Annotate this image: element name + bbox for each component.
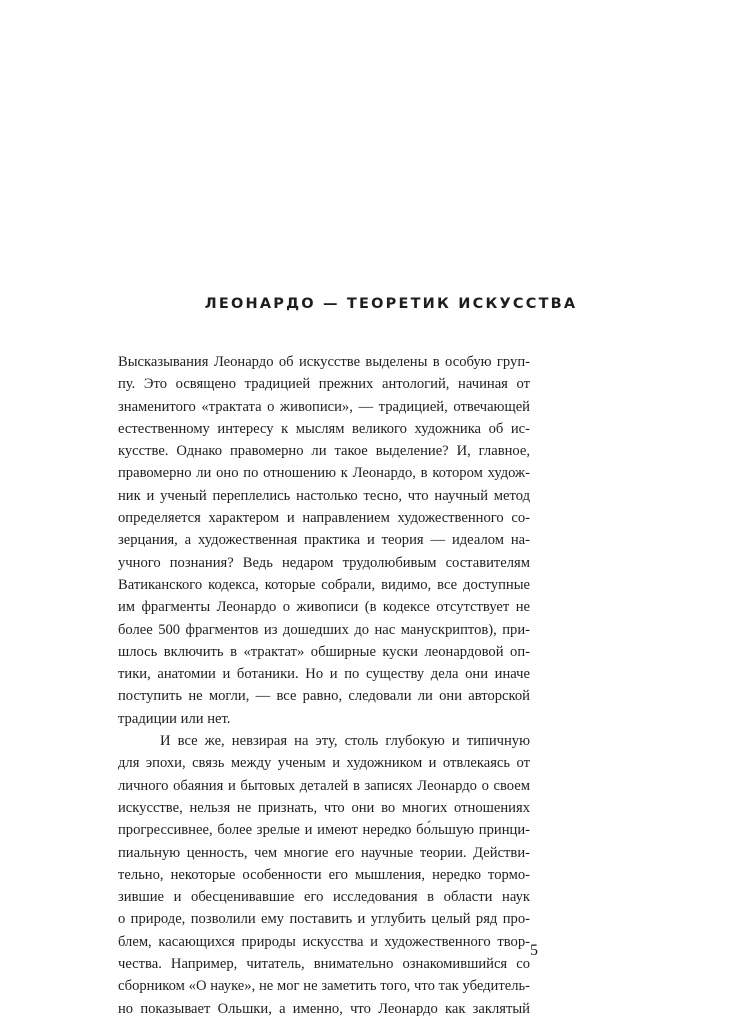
text-line: естественному интересу к мыслям великого художника об ис- [118,420,530,437]
text-line: пу. Это освящено традицией прежних антологий, начиная от [118,376,530,393]
text-line: тельно, некоторые особенности его мышления, нередко тормо- [118,866,530,883]
text-line: Высказывания Леонардо об искусстве выделены в особую груп- [118,354,530,370]
text-line: искусстве, нельзя не признать, что они во многих отношениях [118,799,530,816]
text-line: сборником «О науке», не мог не заметить того, что так убедитель- [118,978,530,995]
text-line: зерцания, а художественная практика и теория — идеалом на- [118,532,530,549]
text-line: но показывает Ольшки, а именно, что Леонардо как заклятый [118,1000,530,1017]
text-line: блем, касающихся природы искусства и художественного твор- [118,933,530,950]
paragraph-2 [118,730,530,1020]
text-line: правомерно ли оно по отношению к Леонардо, в котором худож- [118,465,530,482]
body-text [118,351,530,1020]
text-line: о природе, позволили ему поставить и углубить целый ряд про- [118,911,530,928]
text-line: учного познания? Ведь недаром трудолюбивым составителям [118,554,530,571]
paragraph-1 [118,351,530,730]
text-line: знаменитого «трактата о живописи», — традицией, отвечающей [118,398,530,415]
text-line: поступить не могли, — все равно, следовали ли они авторской [118,688,530,705]
chapter-title: ЛЕОНАРДО — ТЕОРЕТИК ИСКУССТВА [204,296,578,312]
text-line: Ватиканского кодекса, которые собрали, видимо, все доступные [118,576,530,593]
text-line: личного обаяния и бытовых деталей в записях Леонардо о своем [118,777,530,794]
text-line: чества. Например, читатель, внимательно ознакомившийся со [118,956,530,973]
text-line: шлось включить в «трактат» обширные куски леонардовой оп- [118,643,530,660]
text-line: кусстве. Однако правомерно ли такое выделение? И, главное, [118,443,530,460]
text-line: для эпохи, связь между ученым и художником и отвлекаясь от [118,755,530,772]
text-line: зившие и обесценивавшие его исследования в области наук [118,889,530,906]
text-line: И все же, невзирая на эту, столь глубокую и типичную [160,733,530,750]
text-line: определяется характером и направлением художественного со- [118,510,530,527]
text-line: традиции или нет. [118,710,231,727]
text-line: тики, анатомии и ботаники. Но и по существу дела они иначе [118,666,530,683]
page-number: 5 [530,942,538,959]
text-line: прогрессивнее, более зрелые и имеют нередко бо́льшую принци- [118,822,530,839]
text-line: пиальную ценность, чем многие его научные теории. Действи- [118,844,530,861]
text-line: им фрагменты Леонардо о живописи (в кодексе отсутствует не [118,599,530,616]
text-line: более 500 фрагментов из дошедших до нас манускриптов), при- [118,621,530,638]
text-line: ник и ученый переплелись настолько тесно, что научный метод [118,487,530,504]
